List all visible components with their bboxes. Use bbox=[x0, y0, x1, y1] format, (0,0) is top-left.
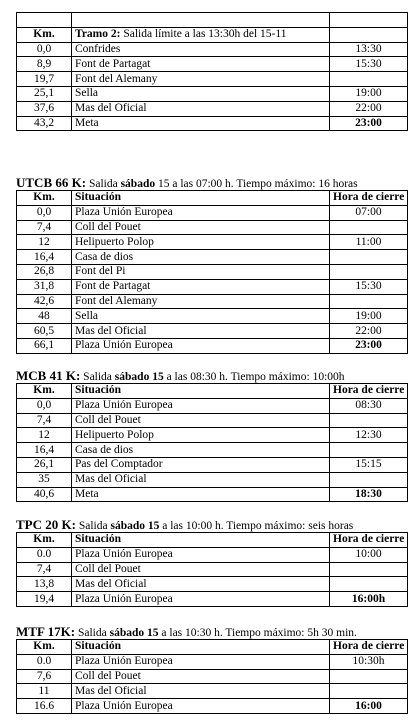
mtf-colon: : bbox=[70, 624, 76, 639]
mtf-day: sábado 15 bbox=[109, 627, 159, 639]
table-row bbox=[17, 487, 408, 502]
time-header: Hora de cierre bbox=[330, 533, 408, 548]
mtf-rows bbox=[17, 654, 408, 713]
tpc-heading bbox=[16, 518, 353, 533]
tpc-day: sábado 15 bbox=[110, 520, 160, 532]
utcb-post: 15 a las 07:00 h. Tiempo máximo: 16 horas bbox=[155, 178, 358, 190]
tpc-colon: : bbox=[71, 517, 76, 532]
km-header: Km. bbox=[17, 533, 72, 548]
place-cell: Coll del Pouet bbox=[72, 562, 330, 577]
utcb-colon: : bbox=[81, 175, 87, 190]
tramo2-title-rest: Salida límite a las 13:30h del 15-11 bbox=[120, 28, 287, 41]
utcb-code: UTCB 66 K bbox=[16, 175, 82, 190]
utcb-heading bbox=[16, 176, 358, 191]
empty-cell bbox=[17, 13, 72, 28]
time-cell bbox=[330, 562, 408, 577]
time-cell bbox=[330, 250, 408, 265]
time-cell: 12:30 bbox=[330, 428, 408, 443]
place-cell: Confrides bbox=[72, 42, 330, 57]
km-cell: 60,5 bbox=[17, 324, 72, 339]
km-cell: 19,7 bbox=[17, 72, 72, 87]
place-header: Situación bbox=[72, 640, 330, 655]
table-header-row bbox=[17, 533, 408, 548]
place-cell: Meta bbox=[72, 487, 330, 502]
place-cell: Plaza Unión Europea bbox=[72, 547, 330, 562]
km-cell: 26,1 bbox=[17, 457, 72, 472]
table-row bbox=[17, 235, 408, 250]
table-row bbox=[17, 654, 408, 669]
table-row bbox=[17, 669, 408, 684]
place-cell: Mas del Oficial bbox=[72, 472, 330, 487]
place-cell: Font del Pi bbox=[72, 264, 330, 279]
place-cell: Font de Partagat bbox=[72, 57, 330, 72]
time-cell: 23:00 bbox=[330, 116, 408, 131]
mtf-heading bbox=[16, 625, 357, 640]
km-cell: 43,2 bbox=[17, 116, 72, 131]
km-cell: 7,4 bbox=[17, 220, 72, 235]
time-cell: 18:30 bbox=[330, 487, 408, 502]
time-cell: 10:30h bbox=[330, 654, 408, 669]
place-cell: Sella bbox=[72, 309, 330, 324]
mcb-rows bbox=[17, 398, 408, 502]
time-cell: 16:00 bbox=[330, 699, 408, 714]
time-cell: 10:00 bbox=[330, 547, 408, 562]
km-header: Km. bbox=[17, 191, 72, 206]
km-cell: 40,6 bbox=[17, 487, 72, 502]
time-cell: 16:00h bbox=[330, 592, 408, 607]
time-cell bbox=[330, 684, 408, 699]
utcb-table bbox=[16, 190, 408, 354]
km-cell: 12 bbox=[17, 428, 72, 443]
time-cell bbox=[330, 472, 408, 487]
time-cell: 11:00 bbox=[330, 235, 408, 250]
time-cell bbox=[330, 669, 408, 684]
km-cell: 0,0 bbox=[17, 398, 72, 413]
table-row bbox=[17, 398, 408, 413]
km-cell: 11 bbox=[17, 684, 72, 699]
mcb-colon: : bbox=[75, 368, 81, 383]
km-cell: 8,9 bbox=[17, 57, 72, 72]
time-cell: 23:00 bbox=[330, 338, 408, 353]
time-header: Hora de cierre bbox=[330, 191, 408, 206]
mtf-code: MTF 17K bbox=[16, 624, 71, 639]
km-header: Km. bbox=[17, 27, 72, 42]
table-row bbox=[17, 547, 408, 562]
place-cell: Mas del Oficial bbox=[72, 684, 330, 699]
tpc-table bbox=[16, 532, 408, 607]
table-row bbox=[17, 413, 408, 428]
table-row bbox=[17, 324, 408, 339]
table-row bbox=[17, 86, 408, 101]
place-cell: Mas del Oficial bbox=[72, 101, 330, 116]
time-cell: 15:30 bbox=[330, 279, 408, 294]
km-header: Km. bbox=[17, 640, 72, 655]
tpc-rows bbox=[17, 547, 408, 606]
km-cell: 0,0 bbox=[17, 42, 72, 57]
km-cell: 0.0 bbox=[17, 547, 72, 562]
km-cell: 12 bbox=[17, 235, 72, 250]
tpc-pre: Salida bbox=[75, 520, 111, 532]
utcb-pre: Salida bbox=[86, 178, 121, 190]
tramo2-title-bold: Tramo 2: bbox=[75, 28, 121, 41]
table-row bbox=[17, 264, 408, 279]
km-cell: 0,0 bbox=[17, 205, 72, 220]
place-cell: Coll del Pouet bbox=[72, 413, 330, 428]
km-cell: 31,8 bbox=[17, 279, 72, 294]
tpc-post: a las 10:00 h. Tiempo máximo: seis horas bbox=[159, 520, 354, 532]
km-cell: 66,1 bbox=[17, 338, 72, 353]
km-cell: 16,4 bbox=[17, 443, 72, 458]
time-cell: 15:30 bbox=[330, 57, 408, 72]
utcb-day: sábado bbox=[120, 178, 156, 190]
mtf-table bbox=[16, 639, 408, 714]
place-cell: Plaza Unión Europea bbox=[72, 654, 330, 669]
table-header-row bbox=[17, 384, 408, 399]
place-cell: Mas del Oficial bbox=[72, 324, 330, 339]
table-row bbox=[17, 428, 408, 443]
place-cell: Font de Partagat bbox=[72, 279, 330, 294]
table-row bbox=[17, 205, 408, 220]
place-cell: Plaza Unión Europea bbox=[72, 205, 330, 220]
table-row bbox=[17, 279, 408, 294]
km-cell: 37,6 bbox=[17, 101, 72, 116]
empty-cell bbox=[330, 13, 408, 28]
table-row bbox=[17, 684, 408, 699]
mcb-post: a las 08:30 h. Tiempo máximo: 10:00h bbox=[163, 371, 345, 383]
table-row bbox=[17, 592, 408, 607]
km-cell: 48 bbox=[17, 309, 72, 324]
km-header: Km. bbox=[17, 384, 72, 399]
time-cell bbox=[330, 294, 408, 309]
km-cell: 26,8 bbox=[17, 264, 72, 279]
table-row bbox=[17, 699, 408, 714]
km-cell: 16,4 bbox=[17, 250, 72, 265]
table-row bbox=[17, 72, 408, 87]
table-row bbox=[17, 13, 408, 28]
table-row bbox=[17, 472, 408, 487]
place-cell: Helipuerto Polop bbox=[72, 428, 330, 443]
time-cell bbox=[330, 413, 408, 428]
table-header-row bbox=[17, 640, 408, 655]
place-cell: Coll del Pouet bbox=[72, 669, 330, 684]
place-header: Situación bbox=[72, 533, 330, 548]
place-cell: Plaza Unión Europea bbox=[72, 699, 330, 714]
km-cell: 42,6 bbox=[17, 294, 72, 309]
empty-cell bbox=[330, 27, 408, 42]
mcb-heading bbox=[16, 369, 345, 384]
km-cell: 16.6 bbox=[17, 699, 72, 714]
tpc-code: TPC 20 K bbox=[16, 517, 72, 532]
mcb-pre: Salida bbox=[80, 371, 115, 383]
time-cell: 13:30 bbox=[330, 42, 408, 57]
mcb-code: MCB 41 K bbox=[16, 368, 76, 383]
table-header-row bbox=[17, 191, 408, 206]
km-cell: 0.0 bbox=[17, 654, 72, 669]
table-row bbox=[17, 42, 408, 57]
km-cell: 35 bbox=[17, 472, 72, 487]
place-cell: Sella bbox=[72, 86, 330, 101]
table-row bbox=[17, 116, 408, 131]
table-row bbox=[17, 294, 408, 309]
place-cell: Font del Alemany bbox=[72, 294, 330, 309]
time-header: Hora de cierre bbox=[330, 640, 408, 655]
time-cell: 22:00 bbox=[330, 324, 408, 339]
km-cell: 25,1 bbox=[17, 86, 72, 101]
table-row bbox=[17, 577, 408, 592]
place-cell: Plaza Unión Europea bbox=[72, 592, 330, 607]
place-cell: Coll del Pouet bbox=[72, 220, 330, 235]
mcb-day: sábado 15 bbox=[114, 371, 164, 383]
table-row bbox=[17, 220, 408, 235]
tramo2-table bbox=[16, 12, 408, 131]
time-header: Hora de cierre bbox=[330, 384, 408, 399]
time-cell bbox=[330, 72, 408, 87]
place-cell: Plaza Unión Europea bbox=[72, 398, 330, 413]
time-cell: 15:15 bbox=[330, 457, 408, 472]
utcb-rows bbox=[17, 205, 408, 353]
place-cell: Mas del Oficial bbox=[72, 577, 330, 592]
time-cell: 07:00 bbox=[330, 205, 408, 220]
time-cell bbox=[330, 264, 408, 279]
empty-cell bbox=[72, 13, 330, 28]
time-cell bbox=[330, 577, 408, 592]
table-row bbox=[17, 250, 408, 265]
time-cell bbox=[330, 220, 408, 235]
place-cell: Meta bbox=[72, 116, 330, 131]
table-header-row bbox=[17, 27, 408, 42]
mcb-table bbox=[16, 383, 408, 502]
tramo2-rows bbox=[17, 42, 408, 131]
table-row bbox=[17, 457, 408, 472]
time-cell: 08:30 bbox=[330, 398, 408, 413]
time-cell: 22:00 bbox=[330, 101, 408, 116]
place-header: Situación bbox=[72, 191, 330, 206]
km-cell: 7,4 bbox=[17, 562, 72, 577]
place-header: Situación bbox=[72, 384, 330, 399]
km-cell: 7,4 bbox=[17, 413, 72, 428]
place-cell: Plaza Unión Europea bbox=[72, 338, 330, 353]
km-cell: 13,8 bbox=[17, 577, 72, 592]
table-row bbox=[17, 562, 408, 577]
time-cell: 19:00 bbox=[330, 309, 408, 324]
table-row bbox=[17, 57, 408, 72]
mtf-post: a las 10:30 h. Tiempo máximo: 5h 30 min. bbox=[158, 627, 357, 639]
time-cell bbox=[330, 443, 408, 458]
table-row bbox=[17, 101, 408, 116]
table-row bbox=[17, 338, 408, 353]
km-cell: 7,6 bbox=[17, 669, 72, 684]
km-cell: 19,4 bbox=[17, 592, 72, 607]
mtf-pre: Salida bbox=[75, 627, 110, 639]
place-cell: Helipuerto Polop bbox=[72, 235, 330, 250]
table-row bbox=[17, 443, 408, 458]
table-row bbox=[17, 309, 408, 324]
place-cell: Casa de dios bbox=[72, 443, 330, 458]
tramo2-title bbox=[72, 27, 330, 42]
time-cell: 19:00 bbox=[330, 86, 408, 101]
place-cell: Font del Alemany bbox=[72, 72, 330, 87]
place-cell: Pas del Comptador bbox=[72, 457, 330, 472]
place-cell: Casa de dios bbox=[72, 250, 330, 265]
